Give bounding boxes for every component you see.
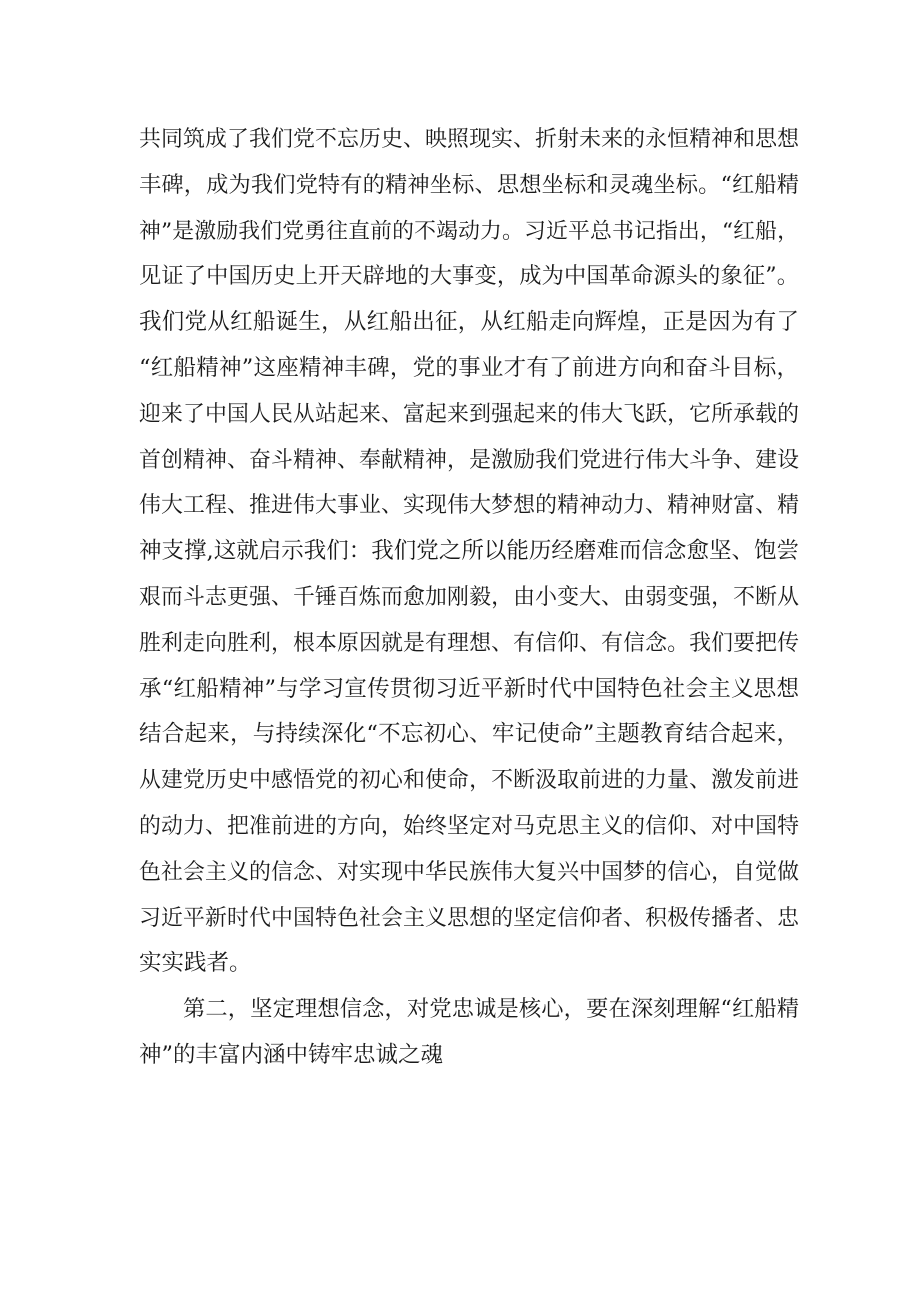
paragraph-1 [139, 117, 799, 987]
text-line: 从建党历史中感悟党的初心和使命，不断汲取前进的力量、激发前进 [139, 768, 799, 794]
text-line: 艰而斗志更强、千锤百炼而愈加刚毅，由小变大、由弱变强，不断从 [139, 584, 799, 610]
text-line: 见证了中国历史上开天辟地的大事变，成为中国革命源头的象征”。 [139, 263, 799, 290]
text-line: 实实践者。 [139, 950, 252, 977]
text-line: “红船精神”这座精神丰碑，党的事业才有了前进方向和奋斗目标， [139, 354, 799, 381]
text-line: 丰碑，成为我们党特有的精神坐标、思想坐标和灵魂坐标。“红船精 [139, 171, 799, 198]
text-line: 神”的丰富内涵中铸牢忠诚之魂 [139, 1041, 444, 1068]
text-line: 色社会主义的信念、对实现中华民族伟大复兴中国梦的信心，自觉做 [139, 859, 799, 885]
paragraph-2 [139, 987, 799, 1079]
text-line: 我们党从红船诞生，从红船出征，从红船走向辉煌，正是因为有了 [139, 309, 799, 336]
text-line: 神支撑,这就启示我们：我们党之所以能历经磨难而信念愈坚、饱尝 [139, 538, 799, 565]
text-line: 结合起来，与持续深化“不忘初心、牢记使命”主题教育结合起来， [139, 721, 799, 748]
text-line: 习近平新时代中国特色社会主义思想的坚定信仰者、积极传播者、忠 [139, 905, 799, 931]
text-line: 神”是激励我们党勇往直前的不竭动力。习近平总书记指出，“红船， [139, 218, 799, 244]
text-line: 迎来了中国人民从站起来、富起来到强起来的伟大飞跃，它所承载的 [139, 401, 799, 427]
text-line: 承“红船精神”与学习宣传贯彻习近平新时代中国特色社会主义思想 [139, 675, 799, 702]
text-line: 首创精神、奋斗精神、奉献精神，是激励我们党进行伟大斗争、建设 [139, 447, 799, 473]
text-line: 的动力、把准前进的方向，始终坚定对马克思主义的信仰、对中国特 [139, 813, 799, 839]
text-line: 伟大工程、推进伟大事业、实现伟大梦想的精神动力、精神财富、精 [139, 493, 799, 519]
text-line: 第二，坚定理想信念，对党忠诚是核心，要在深刻理解“红船精 [183, 996, 799, 1023]
text-line: 共同筑成了我们党不忘历史、映照现实、折射未来的永恒精神和思想 [139, 127, 799, 152]
document-body [139, 117, 799, 1079]
text-line: 胜利走向胜利，根本原因就是有理想、有信仰、有信念。我们要把传 [139, 630, 799, 656]
